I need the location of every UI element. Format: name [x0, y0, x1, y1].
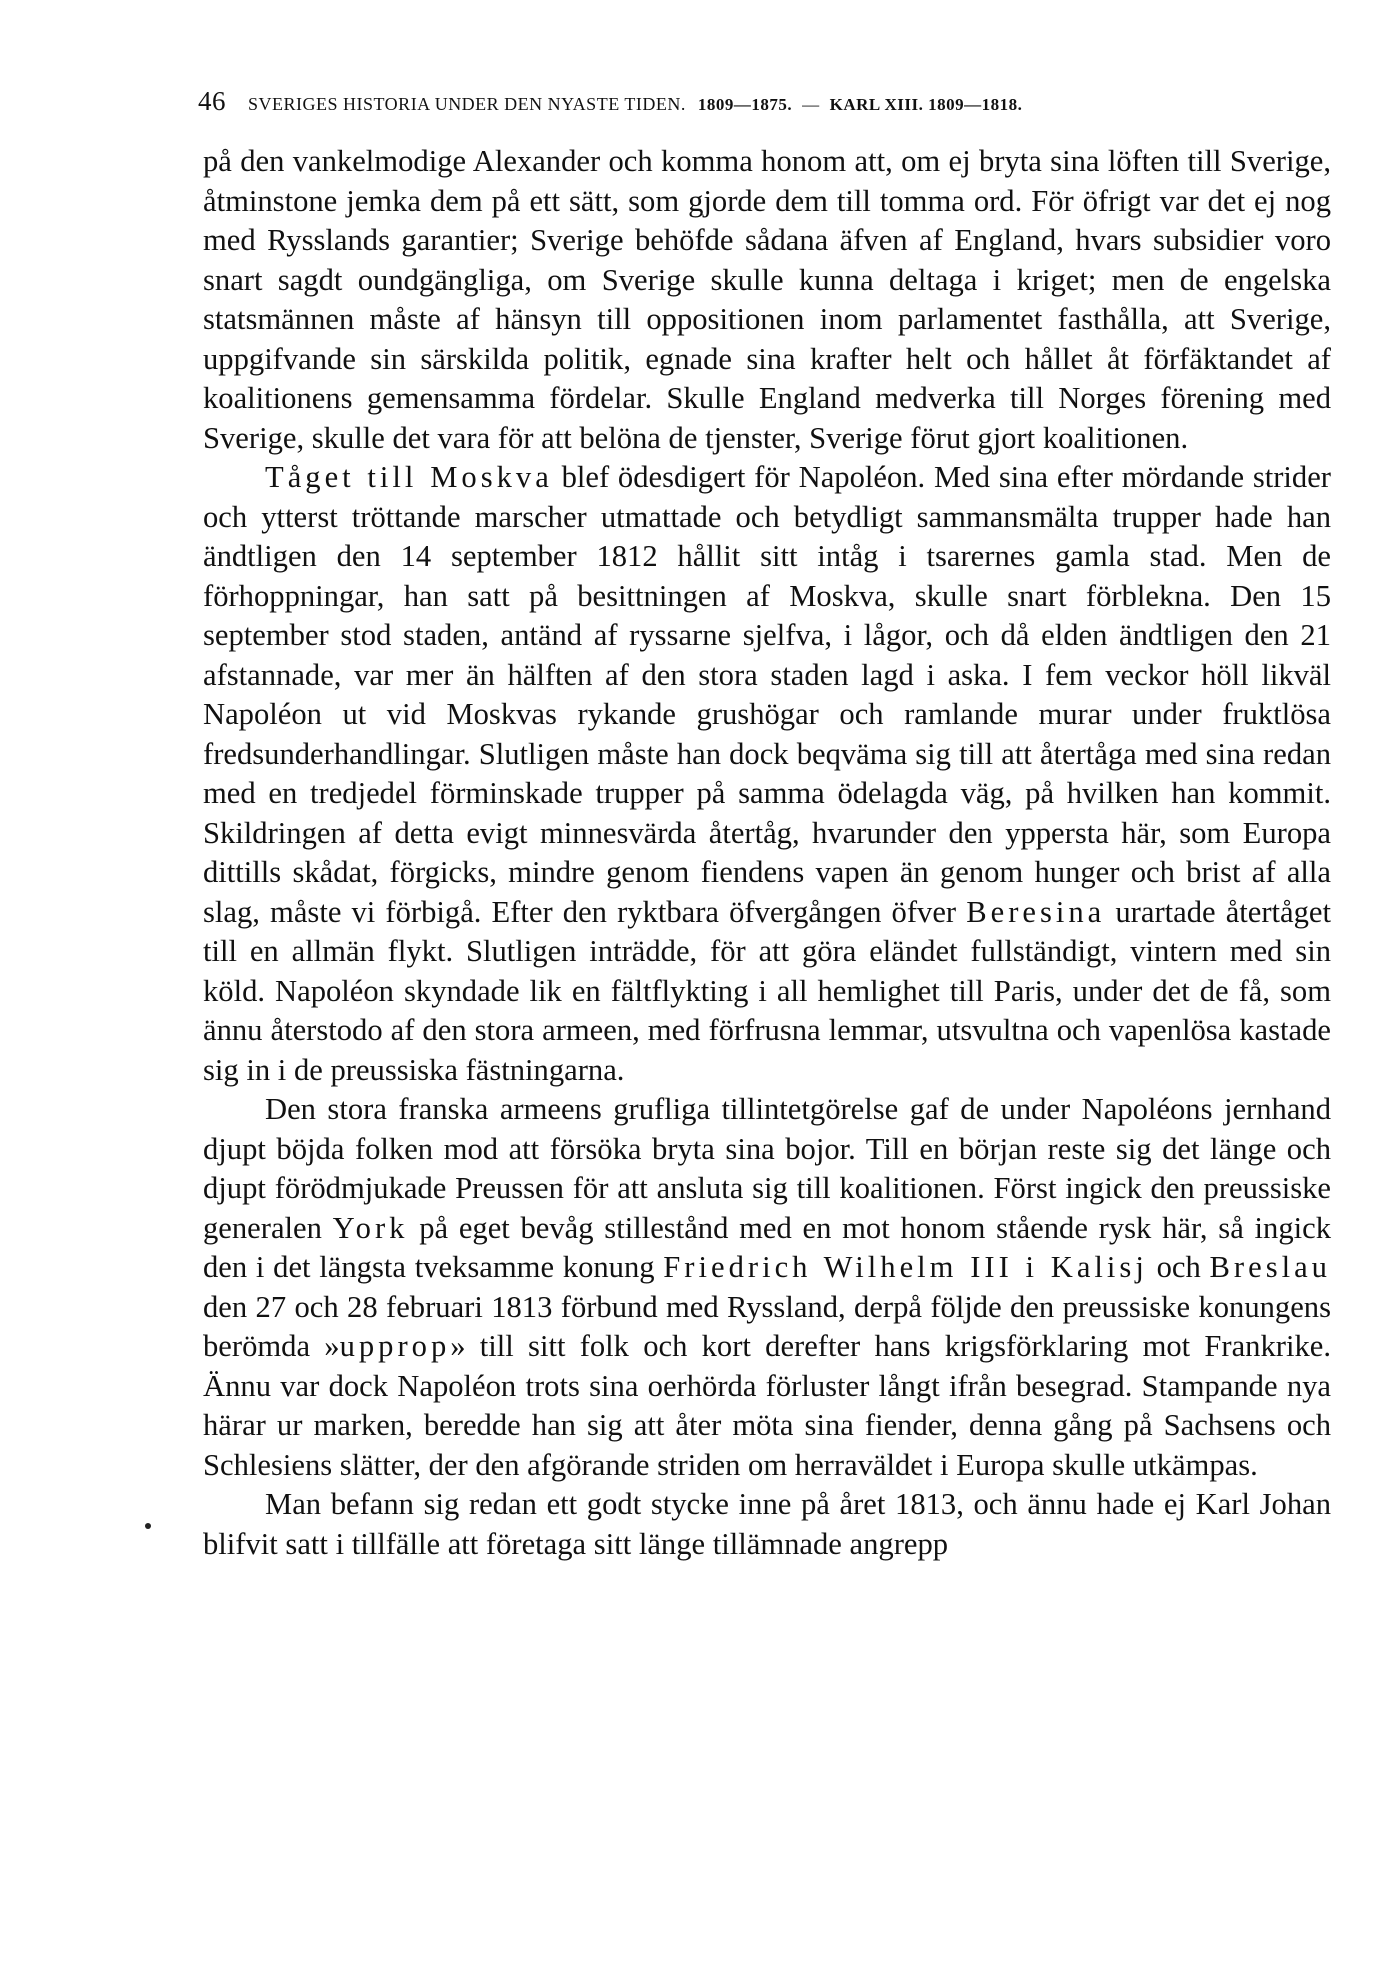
emphasized-text: Tåget till Moskva [265, 460, 553, 494]
ink-speck [145, 1523, 151, 1529]
running-head-dates: 1809—1875. [697, 95, 793, 114]
running-head [198, 86, 1326, 116]
paragraph [203, 458, 1331, 1090]
text-run: » till sitt folk och kort derefter hans krigsförklaring mot Frankrike. Ännu var dock Napoléon trots sina oerhörda förluster långt ifrån besegrad. Stampande nya härar ur marken, beredde han sig att åter möta sina fiender, denna gång på Sachsens och Schlesiens slätter, der den afgörande striden om herraväldet i Europa skulle utkämpas. [203, 1329, 1331, 1482]
text-run: på den vankelmodige Alexander och komma honom att, om ej bryta sina löften till Sverige, åtminstone jemka dem på ett sätt, som gjorde dem till tomma ord. För öfrigt var det ej nog med Rysslands garantier; Sverige behöfde sådana äfven af England, hvars subsidier voro snart sagdt oundgängliga, om Sverige skulle kunna deltaga i kriget; men de engelska statsmännen måste af hänsyn till oppositionen inom parlamentet fasthålla, att Sverige, uppgifvande sin särskilda politik, egnade sina krafter helt och hållet åt förfäktandet af koalitionens gemensamma fördelar. Skulle England medverka till Norges förening med Sverige, skulle det vara för att belöna de tjenster, Sverige förut gjort koalitionen. [203, 144, 1331, 455]
running-head-title: SVERIGES HISTORIA UNDER DEN NYASTE TIDEN. [248, 94, 686, 114]
emphasized-text: York [332, 1210, 409, 1245]
running-head-reign: KARL XIII. 1809—1818. [829, 95, 1023, 114]
emphasized-text: upprop [339, 1329, 451, 1363]
paragraph [203, 1090, 1331, 1485]
emphasized-text: Breslau [1209, 1250, 1331, 1284]
text-run: Man befann sig redan ett godt stycke inne på året 1813, och ännu hade ej Karl Johan blifvit satt i tillfälle att företaga sitt länge tillämnade angrepp [203, 1487, 1331, 1561]
emphasized-text: Friedrich Wilhelm III i Kalisj [663, 1250, 1148, 1284]
emphasized-text: Beresina [966, 894, 1106, 929]
body-text [203, 142, 1331, 1564]
text-run: den 27 och 28 februari 1813 förbund med Ryssland, derpå följde den preussiske konungens berömda » [203, 1289, 1331, 1363]
page-number: 46 [198, 86, 226, 116]
paragraph [203, 142, 1331, 458]
paragraph [203, 1485, 1331, 1564]
text-run: Den stora franska armeens grufliga tillintetgörelse gaf de under Napoléons jernhand djupt böjda folken mod att försöka bryta sina bojor. Till en början reste sig det länge och djupt förödmjukade Preussen för att ansluta sig till koalitionen. Först ingick den preussiske generalen [203, 1092, 1331, 1245]
text-run: urartade återtåget till en allmän flykt. Slutligen inträdde, för att göra eländet fullständigt, vintern med sin köld. Napoléon skyndade lik en fältflykting i all hemlighet till Paris, under det de få, som ännu återstodo af den stora armeen, med förfrusna lemmar, utsvultna och vapenlösa kastade sig in i de preussiska fästningarna. [203, 894, 1331, 1087]
text-run: och [1147, 1250, 1210, 1284]
text-run: blef ödesdigert för Napoléon. Med sina efter mördande strider och ytterst tröttande marscher utmattade och betydligt sammansmälta trupper hade han ändtligen den 14 september 1812 hållit sitt intåg i tsarernes gamla stad. Men de förhoppningar, han satt på besittningen af Moskva, skulle snart förblekna. Den 15 september stod staden, antänd af ryssarne sjelfva, i lågor, och då elden ändtligen den 21 afstannade, var mer än hälften af den stora staden lagd i aska. I fem veckor höll likväl Napoléon ut vid Moskvas rykande grushögar och ramlande murar under fruktlösa fredsunderhandlingar. Slutligen måste han dock beqväma sig till att återtåga med sina redan med en tredjedel förminskade trupper på samma ödelagda väg, på hvilken han kommit. Skildringen af detta evigt minnesvärda återtåg, hvarunder den yppersta här, som Europa dittills skådat, förgicks, mindre genom fiendens vapen än genom hunger och brist af alla slag, måste vi förbigå. Efter den ryktbara öfvergången öfver [203, 460, 1331, 929]
text-run: på eget bevåg stillestånd med en mot honom stående rysk här, så ingick den i det längsta tveksamme konung [203, 1210, 1331, 1284]
running-head-separator: — [802, 95, 820, 114]
